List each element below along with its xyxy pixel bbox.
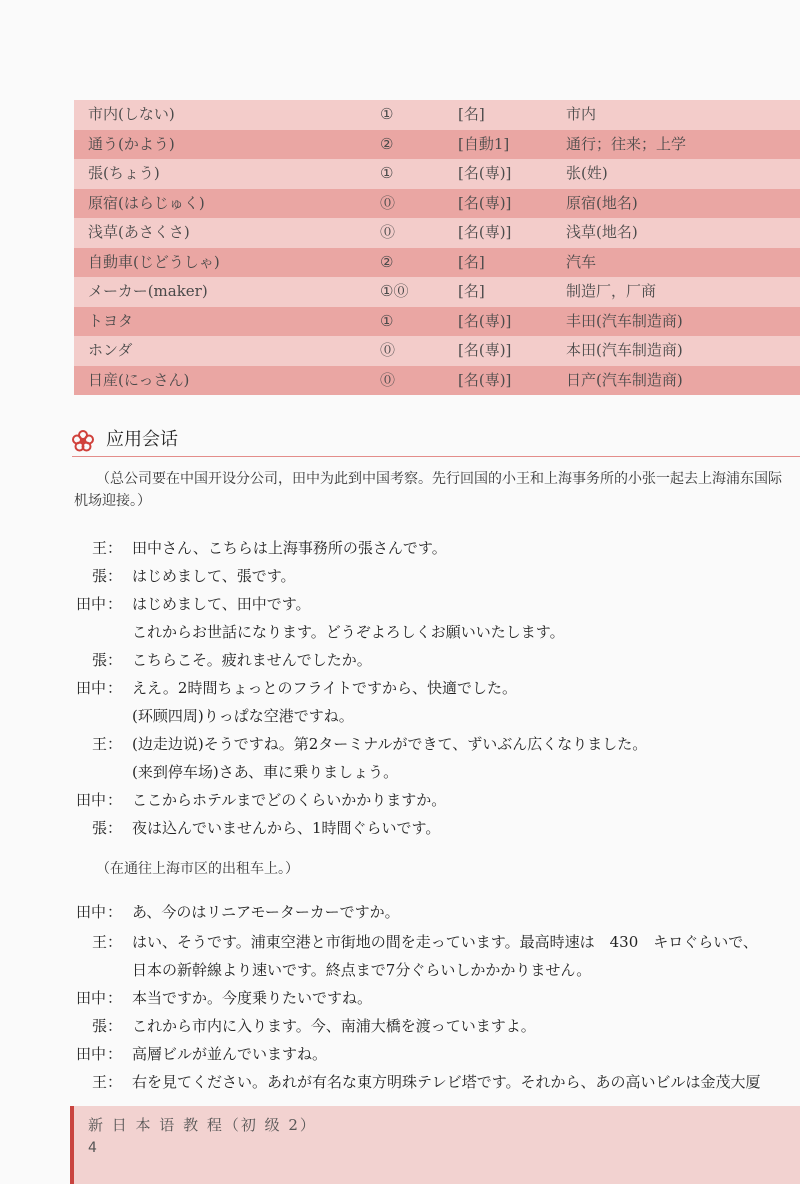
- vocab-row: [74, 130, 800, 160]
- speaker-colon: ：: [107, 933, 123, 951]
- dialogue-text: (来到停车场)さあ、車に乗りましょう。: [132, 763, 399, 781]
- dialogue-line: [60, 675, 800, 701]
- dialogue-text: 日本の新幹線より速いです。終点まで7分ぐらいしかかかりません。: [132, 961, 592, 979]
- vocab-accent: ②: [380, 252, 394, 271]
- vocabulary-table: [74, 100, 800, 395]
- dialogue-text: 本当ですか。今度乗りたいですね。: [132, 989, 373, 1007]
- vocab-part-of-speech: [名]: [458, 252, 485, 271]
- book-title: 新 日 本 语 教 程（初 级 2）: [88, 1116, 317, 1134]
- dialogue-line: [60, 535, 800, 561]
- speaker-colon: ：: [107, 1073, 123, 1091]
- vocab-meaning: 市内: [566, 105, 597, 123]
- speaker-name: 張: [92, 819, 108, 837]
- vocab-row: [74, 307, 800, 337]
- speaker-name: 王: [92, 735, 108, 753]
- dialogue-text: 高層ビルが並んでいますね。: [132, 1045, 328, 1063]
- speaker-name: 王: [92, 933, 108, 951]
- vocab-accent: ①: [380, 164, 394, 182]
- vocab-part-of-speech: [名(専)]: [458, 193, 512, 212]
- vocab-meaning: 制造厂，厂商: [566, 282, 657, 300]
- speaker-colon: ：: [107, 735, 123, 753]
- speaker-colon: ：: [107, 539, 123, 557]
- vocab-word: 自動車(じどうしゃ): [88, 252, 220, 271]
- vocab-meaning: 原宿(地名): [566, 193, 638, 212]
- dialogue-line: [60, 563, 800, 589]
- speaker-colon: ：: [107, 567, 123, 585]
- dialogue-text: はじめまして、田中です。: [132, 595, 311, 613]
- vocab-accent: ①: [380, 105, 394, 123]
- dialogue-text: (边走边说)そうですね。第2ターミナルができて、ずいぶん広くなりました。: [132, 735, 648, 753]
- vocab-row: [74, 218, 800, 248]
- section-divider: [72, 456, 800, 457]
- page-number: 4: [88, 1140, 97, 1156]
- dialogue-text: はじめまして、張です。: [132, 567, 296, 585]
- speaker-name: 張: [92, 567, 108, 585]
- dialogue-text: あ、今のはリニアモーターカーですか。: [132, 903, 400, 921]
- vocab-meaning: 张(姓): [566, 164, 608, 182]
- dialogue-line: [60, 1013, 800, 1039]
- speaker-colon: ：: [107, 679, 123, 697]
- dialogue-line: [60, 703, 800, 729]
- footer-accent-bar: [70, 1106, 74, 1184]
- vocab-word: 通う(かよう): [88, 134, 175, 153]
- vocab-row: [74, 159, 800, 189]
- vocab-meaning: 通行；往来；上学: [566, 134, 687, 153]
- scene-note-1-line-1: （总公司要在中国开设分公司，田中为此到中国考察。先行回国的小王和上海事务所的小张一起去上海浦东国际: [96, 471, 782, 487]
- vocab-word: 浅草(あさくさ): [88, 223, 190, 241]
- dialogue-text: これから市内に入ります。今、南浦大橋を渡っていますよ。: [132, 1017, 536, 1035]
- dialogue-line: [60, 759, 800, 785]
- speaker-name: 田中: [76, 595, 107, 613]
- vocab-row: [74, 277, 800, 307]
- dialogue-line: [60, 591, 800, 617]
- speaker-name: 田中: [76, 1045, 107, 1063]
- vocab-accent: ⓪: [380, 223, 396, 241]
- vocab-part-of-speech: [名(専)]: [458, 164, 512, 182]
- vocab-meaning: 丰田(汽车制造商): [566, 311, 683, 330]
- dialogue-line: [60, 731, 800, 757]
- vocab-meaning: 本田(汽车制造商): [566, 341, 683, 359]
- vocab-part-of-speech: [名(専)]: [458, 311, 512, 330]
- vocab-accent: ②: [380, 134, 394, 153]
- vocab-word: メーカー(maker): [88, 282, 208, 300]
- vocab-word: 市内(しない): [88, 105, 175, 123]
- vocab-row: [74, 189, 800, 219]
- speaker-colon: ：: [107, 595, 123, 613]
- vocab-part-of-speech: [名(専)]: [458, 341, 512, 359]
- speaker-name: 王: [92, 1073, 108, 1091]
- vocab-accent: ①: [380, 311, 394, 330]
- speaker-colon: ：: [107, 1045, 123, 1063]
- speaker-name: 田中: [76, 989, 107, 1007]
- flower-icon: [72, 430, 94, 452]
- vocab-accent: ①⓪: [380, 282, 409, 300]
- speaker-colon: ：: [107, 651, 123, 669]
- dialogue-line: [60, 899, 800, 925]
- vocab-part-of-speech: [自動1]: [458, 134, 510, 153]
- speaker-name: 王: [92, 539, 108, 557]
- dialogue-line: [60, 957, 800, 983]
- dialogue-text: 夜は込んでいませんから、1時間ぐらいです。: [132, 819, 441, 837]
- speaker-colon: ：: [107, 1017, 123, 1035]
- speaker-colon: ：: [107, 819, 123, 837]
- vocab-row: [74, 366, 800, 396]
- dialogue-text: ええ。2時間ちょっとのフライトですから、快適でした。: [132, 679, 517, 697]
- vocab-word: 原宿(はらじゅく): [88, 193, 205, 212]
- section-header: [72, 426, 800, 454]
- dialogue-line: [60, 787, 800, 813]
- vocab-word: ホンダ: [88, 341, 133, 359]
- speaker-colon: ：: [107, 791, 123, 809]
- speaker-name: 田中: [76, 791, 107, 809]
- speaker-colon: ：: [107, 903, 123, 921]
- vocab-part-of-speech: [名(専)]: [458, 223, 512, 241]
- dialogue-text: ここからホテルまでどのくらいかかりますか。: [132, 791, 447, 809]
- dialogue-text: こちらこそ。疲れませんでしたか。: [132, 651, 372, 669]
- vocab-meaning: 汽车: [566, 252, 597, 271]
- dialogue-text: (环顾四周)りっぱな空港ですね。: [132, 707, 354, 725]
- scene-note-1-line-2: 机场迎接。）: [74, 493, 151, 509]
- dialogue-text: 右を見てください。あれが有名な東方明珠テレビ塔です。それから、あの高いビルは金茂大厦: [132, 1073, 761, 1091]
- vocab-row: [74, 100, 800, 130]
- dialogue-line: [60, 619, 800, 645]
- speaker-name: 張: [92, 1017, 108, 1035]
- dialogue-line: [60, 647, 800, 673]
- speaker-name: 田中: [76, 679, 107, 697]
- vocab-accent: ⓪: [380, 370, 396, 389]
- dialogue-line: [60, 1041, 800, 1067]
- vocab-word: トヨタ: [88, 311, 134, 330]
- speaker-name: 田中: [76, 903, 107, 921]
- vocab-part-of-speech: [名]: [458, 282, 485, 300]
- vocab-row: [74, 248, 800, 278]
- vocab-meaning: 日产(汽车制造商): [566, 370, 683, 389]
- vocab-meaning: 浅草(地名): [566, 223, 638, 241]
- dialogue-text: 田中さん、こちらは上海事務所の張さんです。: [132, 539, 447, 557]
- vocab-part-of-speech: [名(専)]: [458, 370, 512, 389]
- speaker-colon: ：: [107, 989, 123, 1007]
- dialogue-text: これからお世話になります。どうぞよろしくお願いいたします。: [132, 623, 565, 641]
- vocab-accent: ⓪: [380, 341, 396, 359]
- dialogue-line: [60, 1069, 800, 1095]
- page-footer: [70, 1106, 800, 1184]
- scene-note-2: （在通往上海市区的出租车上。）: [96, 861, 299, 877]
- vocab-accent: ⓪: [380, 193, 396, 212]
- speaker-name: 張: [92, 651, 108, 669]
- section-title: 应用会话: [106, 429, 178, 450]
- vocab-word: 日産(にっさん): [88, 370, 190, 389]
- dialogue-text: はい、そうです。浦東空港と市街地の間を走っています。最高時速は 430 キロぐらいで、: [132, 933, 758, 951]
- vocab-row: [74, 336, 800, 366]
- vocab-word: 張(ちょう): [88, 164, 160, 182]
- dialogue-line: [60, 815, 800, 841]
- dialogue-line: [60, 929, 800, 955]
- dialogue-line: [60, 985, 800, 1011]
- vocab-part-of-speech: [名]: [458, 105, 485, 123]
